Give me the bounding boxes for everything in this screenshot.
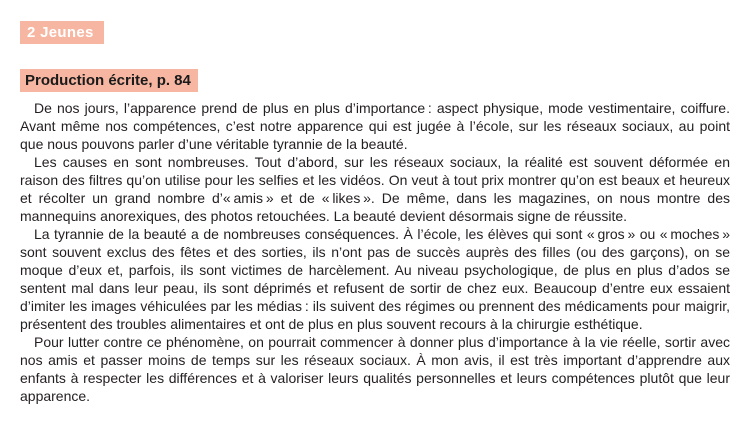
essay-text — [20, 99, 730, 405]
paragraph-solutions: Pour lutter contre ce phénomène, on pourrait commencer à donner plus d’importance à la vie réelle, sortir avec nos amis et passer moins de temps sur les réseaux sociaux. À mon avis, il est très important d’apprendre aux enfants à respecter les différences et à valoriser leurs qualités personnelles et leurs compétences plutôt que leur apparence. — [20, 334, 730, 404]
unit-badge: 2 Jeunes — [20, 21, 104, 44]
paragraph-consequences: La tyrannie de la beauté a de nombreuses conséquences. À l’école, les élèves qui sont « gros » ou « moches » sont souvent exclus des fêtes et des sorties, ils n’ont pas de succès auprès des filles (ou des garçons), on se moque d’eux et, parfois, ils sont victimes de harcèlement. Au niveau psychologique, de plus en plus d’ados se sentent mal dans leur peau, ils sont déprimés et refusent de sortir de chez eux. Beaucoup d’entre eux essaient d’imiter les images véhiculées par les médias : ils suivent des régimes ou prennent des médicaments pour maigrir, présentent des troubles alimentaires et ont de plus en plus souvent recours à la chirurgie esthétique. — [20, 226, 730, 332]
section-title: Production écrite, p. 84 — [20, 69, 198, 92]
paragraph-introduction: De nos jours, l’apparence prend de plus en plus d’importance : aspect physique, mode vestimentaire, coiffure. Avant même nos compétences, c’est notre apparence qui est jugée à l’école, sur les réseaux sociaux, au point que nous pouvons parler d’une véritable tyrannie de la beauté. — [20, 100, 730, 152]
paragraph-causes: Les causes en sont nombreuses. Tout d’abord, sur les réseaux sociaux, la réalité est souvent déformée en raison des filtres qu’on utilise pour les selfies et les vidéos. On veut à tout prix montrer qu’on est beaux et heureux et récolter un grand nombre d’« amis » et de « likes ». De même, dans les magazines, on nous montre des mannequins anorexiques, des photos retouchées. La beauté devient désormais signe de réussite. — [20, 154, 730, 224]
